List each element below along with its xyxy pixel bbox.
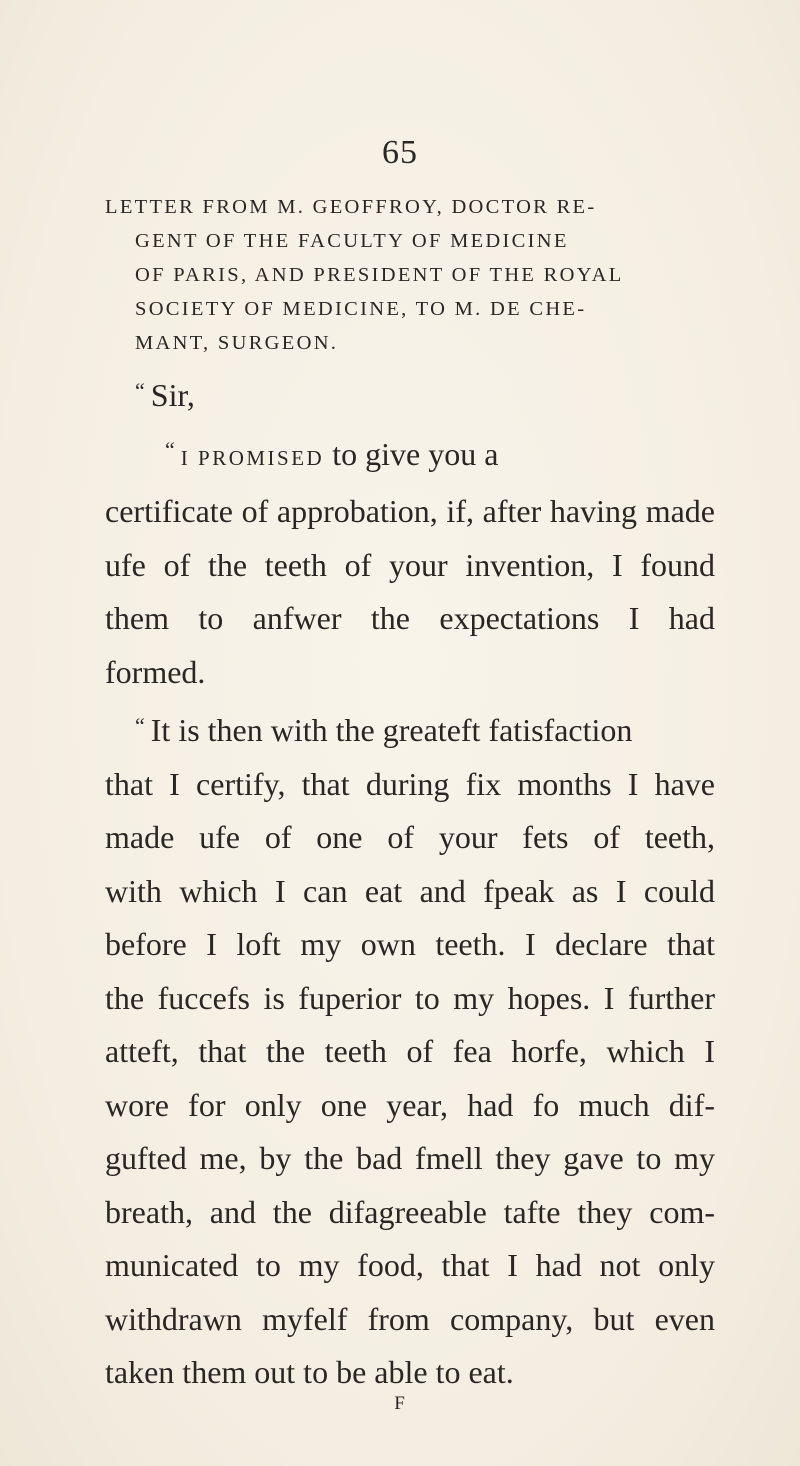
paragraph-line: gufted me, by the bad fmell they gave to my bbox=[105, 1140, 715, 1176]
paragraph-line: that I certify, that during fix months I have bbox=[105, 765, 715, 802]
paragraph-line: with which I can eat and fpeak as I could bbox=[105, 872, 715, 909]
open-quote: “ bbox=[135, 713, 145, 738]
paragraph-line: wore for only one year, had fo much dif- bbox=[105, 1086, 715, 1123]
letter-body bbox=[105, 364, 715, 1400]
heading-line: LETTER FROM M. GEOFFROY, DOCTOR RE- bbox=[105, 196, 597, 218]
paragraph-1-first-rest: to give you a bbox=[324, 435, 499, 472]
letter-heading bbox=[105, 190, 725, 360]
paragraph-line: atteft, that the teeth of fea horfe, which I bbox=[105, 1033, 715, 1069]
paragraph-2-first-line bbox=[105, 699, 715, 758]
page-number: 65 bbox=[382, 134, 418, 171]
salutation-text: Sir, bbox=[150, 377, 195, 413]
paragraph-1-first-line bbox=[105, 423, 715, 486]
paragraph-line: formed. bbox=[105, 653, 206, 690]
open-quote: “ bbox=[135, 378, 145, 403]
paragraph-line: municated to my food, that I had not only bbox=[105, 1247, 715, 1283]
paragraph-line: withdrawn myfelf from company, but even bbox=[105, 1300, 715, 1337]
heading-line: GENT OF THE FACULTY OF MEDICINE bbox=[135, 230, 569, 252]
paragraph-2-first-text: It is then with the greateft fatisfaction bbox=[150, 712, 633, 748]
heading-line: SOCIETY OF MEDICINE, TO M. DE CHE- bbox=[135, 298, 587, 320]
paragraph-line: certificate of approbation, if, after having made bbox=[105, 493, 715, 529]
signature-mark: F bbox=[394, 1393, 406, 1414]
paragraph-line: breath, and the difagreeable tafte they com- bbox=[105, 1193, 715, 1230]
paragraph-line: the fuccefs is fuperior to my hopes. I further bbox=[105, 979, 715, 1016]
paragraph-line: taken them out to be able to eat. bbox=[105, 1354, 514, 1390]
paragraph-line: ufe of the teeth of your invention, I found bbox=[105, 546, 715, 583]
heading-line: MANT, SURGEON. bbox=[135, 332, 339, 354]
paragraph-line: made ufe of one of your fets of teeth, bbox=[105, 819, 715, 855]
heading-line: OF PARIS, AND PRESIDENT OF THE ROYAL bbox=[135, 264, 624, 286]
paragraph-line: them to anfwer the expectations I had bbox=[105, 600, 715, 636]
paragraph-line: before I loft my own teeth. I declare that bbox=[105, 926, 715, 962]
salutation bbox=[105, 364, 715, 423]
open-quote: “ bbox=[165, 436, 175, 462]
opening-small-caps: I PROMISED bbox=[180, 445, 325, 470]
